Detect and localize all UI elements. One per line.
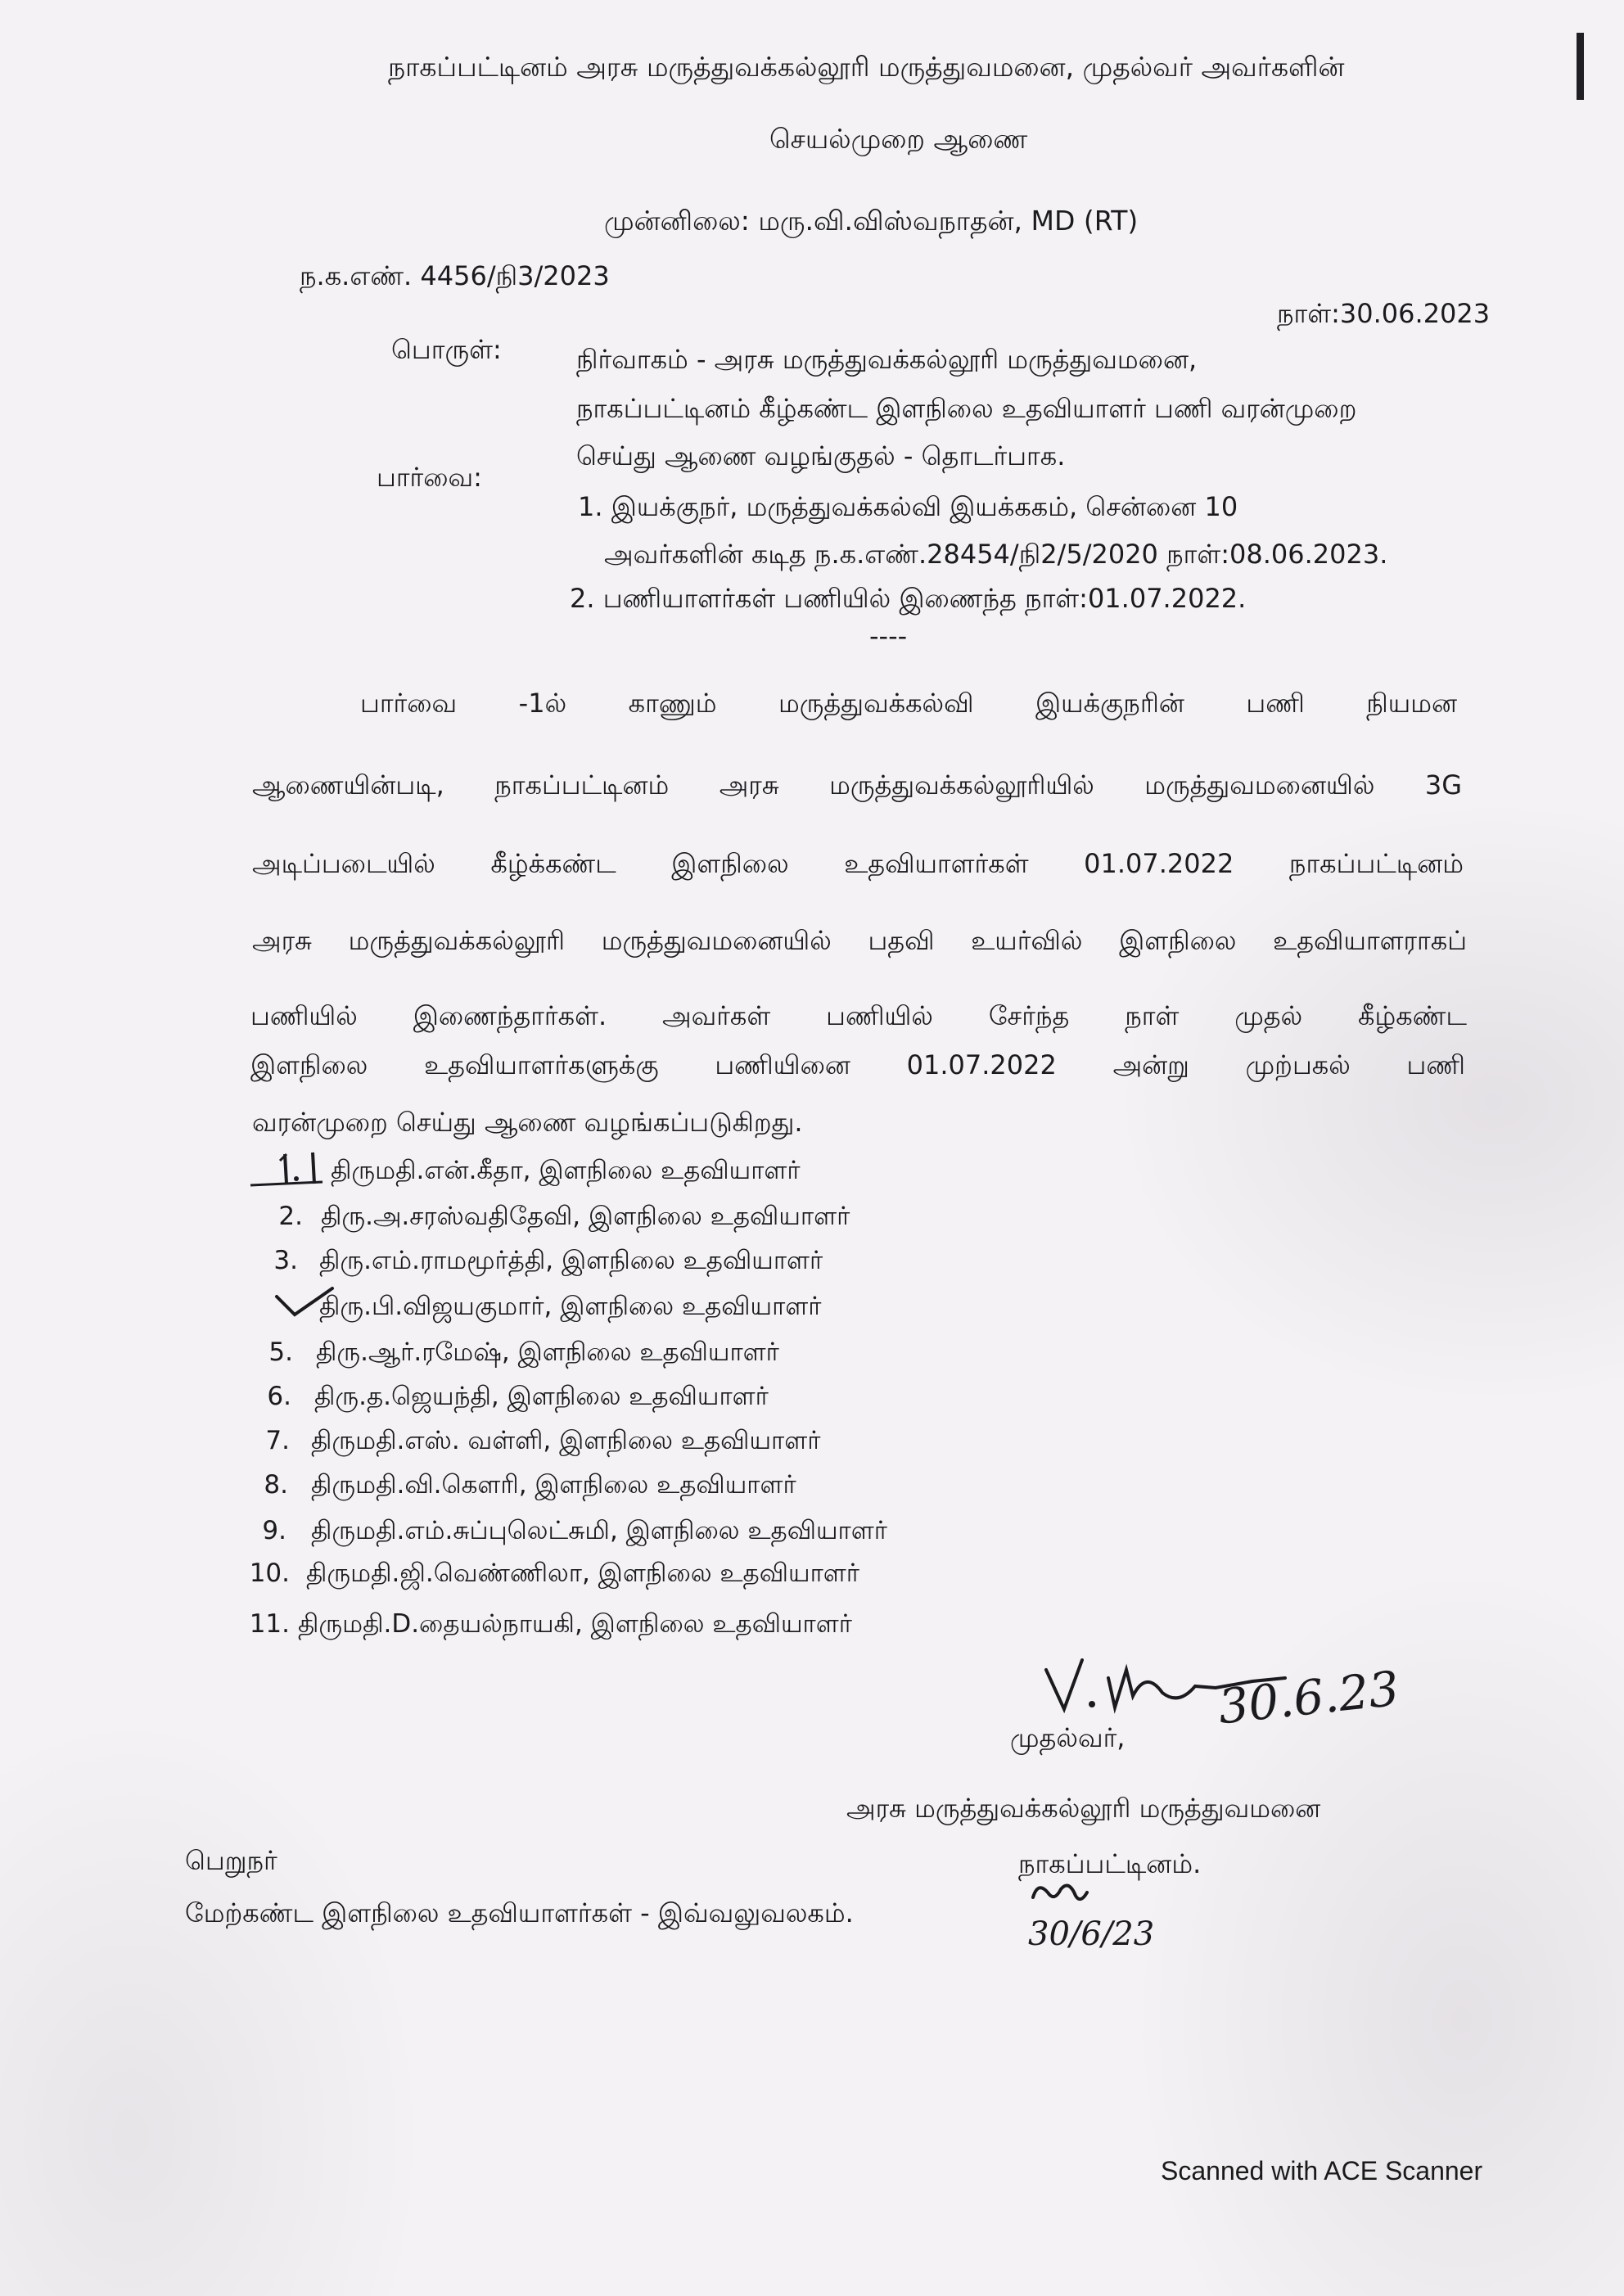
subject-label: பொருள்:: [391, 334, 502, 365]
body-line-1: பார்வை -1ல் காணும் மருத்துவக்கல்வி இயக்குநரின் பணி நியமன: [360, 688, 1457, 719]
separator: ----: [869, 620, 908, 652]
body-line-3: அடிப்படையில் கீழ்க்கண்ட இளநிலை உதவியாளர்கள் 01.07.2022 நாகப்பட்டினம்: [252, 848, 1464, 879]
list-item-text: திரு.ஆர்.ரமேஷ், இளநிலை உதவியாளர்: [316, 1337, 779, 1367]
office-line-2: நாகப்பட்டினம்.: [1018, 1848, 1202, 1879]
subject-line-1: நிர்வாகம் - அரசு மருத்துவக்கல்லூரி மருத்துவமனை,: [576, 344, 1198, 375]
list-item-text: திரு.பி.விஜயகுமார், இளநிலை உதவியாளர்: [319, 1292, 822, 1321]
list-item-text: திருமதி.ஜி.வெண்ணிலா, இளநிலை உதவியாளர்: [306, 1558, 859, 1588]
list-item-number: 7.: [265, 1426, 290, 1455]
reference-item-1-line-2: அவர்களின் கடித ந.க.எண்.28454/நி2/5/2020 நாள்:08.06.2023.: [604, 539, 1388, 570]
list-item-number: 3.: [273, 1246, 298, 1275]
body-line-2: ஆணையின்படி, நாகப்பட்டினம் அரசு மருத்துவக்கல்லூரியில் மருத்துவமனையில் 3G: [252, 769, 1462, 801]
list-item-number: 6.: [267, 1382, 291, 1411]
title-line-2: செயல்முறை ஆணை: [769, 123, 1028, 155]
scan-edge-mark: [1577, 33, 1584, 100]
list-item-text: திருமதி.D.தையல்நாயகி, இளநிலை உதவியாளர்: [298, 1609, 852, 1639]
recipient-label: பெறுநர்: [185, 1845, 277, 1876]
reference-number: ந.க.எண். 4456/நி3/2023: [300, 260, 610, 291]
subject-line-3: செய்து ஆணை வழங்குதல் - தொடர்பாக.: [576, 440, 1066, 471]
list-item-number: 8.: [264, 1470, 288, 1500]
recipient-line: மேற்கண்ட இளநிலை உதவியாளர்கள் - இவ்வலுவலகம்.: [185, 1897, 854, 1928]
body-line-7: வரன்முறை செய்து ஆணை வழங்கப்படுகிறது.: [252, 1107, 803, 1138]
body-line-5: பணியில் இணைந்தார்கள். அவர்கள் பணியில் சேர்ந்த நாள் முதல் கீழ்கண்ட: [250, 1000, 1467, 1031]
list-item-number: 11.: [249, 1609, 290, 1639]
list-item-text: திரு.அ.சரஸ்வதிதேவி, இளநிலை உதவியாளர்: [321, 1202, 850, 1231]
initial-scribble: [1026, 1874, 1092, 1915]
office-line-1: அரசு மருத்துவக்கல்லூரி மருத்துவமனை: [846, 1793, 1321, 1824]
list-item-number: 9.: [262, 1516, 286, 1545]
body-line-6: இளநிலை உதவியாளர்களுக்கு பணியினை 01.07.2022 அன்று முற்பகல் பணி: [250, 1049, 1465, 1080]
title-line-1: நாகப்பட்டினம் அரசு மருத்துவக்கல்லூரி மருத்துவமனை, முதல்வர் அவர்களின்: [388, 51, 1345, 83]
reference-item-2: 2. பணியாளர்கள் பணியில் இணைந்த நாள்:01.07.2022.: [570, 583, 1247, 614]
list-item-text: திருமதி.வி.கௌரி, இளநிலை உதவியாளர்: [311, 1470, 796, 1500]
reference-item-1-line-1: 1. இயக்குநர், மருத்துவக்கல்வி இயக்ககம், சென்னை 10: [578, 491, 1238, 522]
list-item-number: 2.: [278, 1202, 303, 1231]
scanner-watermark: Scanned with ACE Scanner: [1161, 2156, 1483, 2185]
presence-line: முன்னிலை: மரு.வி.விஸ்வநாதன், MD (RT): [604, 205, 1139, 237]
list-item-text: திரு.எம்.ராமமூர்த்தி, இளநிலை உதவியாளர்: [319, 1246, 823, 1275]
order-date: நாள்:30.06.2023: [1277, 298, 1491, 329]
list-item-text: திருமதி.என்.கீதா, இளநிலை உதவியாளர்: [331, 1156, 801, 1185]
signatory-designation: முதல்வர்,: [1010, 1722, 1126, 1753]
list-item-text: திருமதி.எஸ். வள்ளி, இளநிலை உதவியாளர்: [311, 1426, 821, 1455]
body-line-4: அரசு மருத்துவக்கல்லூரி மருத்துவமனையில் பதவி உயர்வில் இளநிலை உதவியாளராகப்: [252, 925, 1467, 956]
initial-handwritten-date: 30/6/23: [1028, 1915, 1155, 1953]
handwritten-number-mark: [242, 1146, 332, 1195]
check-mark-icon: [272, 1282, 337, 1323]
list-item-number: 10.: [249, 1558, 290, 1588]
signature-handwritten-date: 30.6.23: [1216, 1660, 1402, 1735]
list-item-number: 5.: [268, 1337, 293, 1367]
subject-line-2: நாகப்பட்டினம் கீழ்கண்ட இளநிலை உதவியாளர் பணி வரன்முறை: [576, 393, 1357, 424]
list-item-text: திருமதி.எம்.சுப்புலெட்சுமி, இளநிலை உதவியாளர்: [311, 1516, 887, 1545]
reference-label: பார்வை:: [377, 462, 482, 493]
list-item-text: திரு.த.ஜெயந்தி, இளநிலை உதவியாளர்: [314, 1382, 769, 1411]
